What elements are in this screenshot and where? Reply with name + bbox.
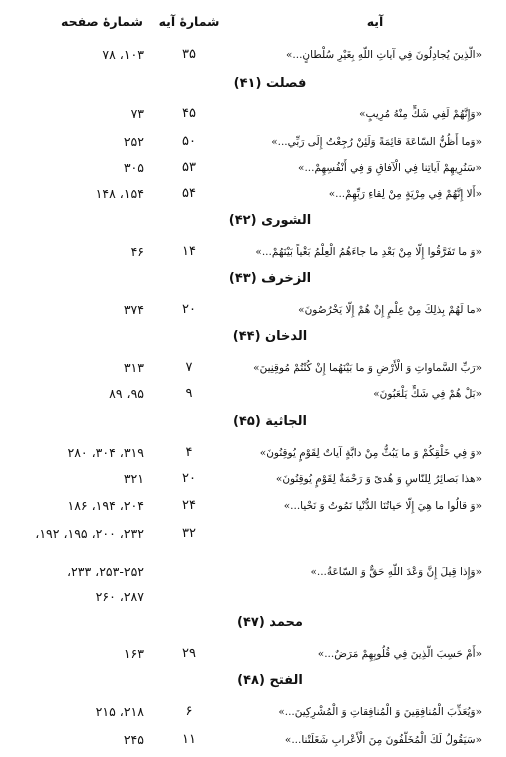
table-row [0, 495, 506, 517]
ayah-number: ۴۵ [182, 106, 196, 121]
ayah-number: ۷ [185, 360, 193, 375]
table-row [0, 561, 506, 583]
column-header-verse: آیه [366, 14, 384, 29]
verse-text: «سَیَقُولُ لَكَ الْمُخَلَّفُونَ مِنَ الْأَعْرابِ شَغَلَتْنا...» [284, 734, 482, 746]
table-row [0, 701, 506, 723]
verse-text: «أَمْ حَسِبَ الَّذِینَ فِي قُلُوبِهِمْ مَرَضٌ...» [317, 648, 482, 660]
ayah-number: ۲۰ [182, 302, 196, 317]
surah-title: محمد (۴۷) [237, 615, 303, 630]
surah-title: الدخان (۴۴) [232, 329, 308, 344]
surah-title: الفتح (۴۸) [237, 673, 303, 688]
verse-text: «سَنُرِیهِمْ آیاتِنا فِي الْآفاقِ وَ فِي أَنْفُسِهِمْ...» [298, 162, 482, 174]
verse-text: «هذا بَصائِرُ لِلنّاسِ وَ هُدىً وَ رَحْمَةٌ لِقَوْمٍ یُوقِنُونَ» [275, 473, 482, 485]
ayah-number: ۲۴ [182, 498, 196, 513]
page-numbers: ۳۱۹، ۳۰۴، ۲۸۰ [67, 445, 144, 460]
page-numbers: ۲۵۲ [123, 134, 144, 149]
table-row [0, 357, 506, 379]
table-row [0, 183, 506, 205]
table-row [0, 157, 506, 179]
ayah-number: ۶ [185, 704, 193, 719]
verse-text: «وَ قالُوا ما هِيَ إِلّا حَیاتُنَا الدُّنْیا نَمُوتُ وَ نَحْیا...» [283, 500, 482, 512]
page-numbers: ۹۵، ۸۹ [109, 386, 144, 401]
verse-text: «رَبِّ السَّماواتِ وَ الْأَرْضِ وَ ما بَیْنَهُما إِنْ كُنْتُمْ مُوقِنِینَ» [253, 362, 482, 374]
ayah-number: ۱۴ [182, 244, 196, 259]
column-header-page-number: شمارهٔ صفحه [61, 14, 143, 29]
verse-text: «وَإِنَّهُمْ لَفِي شَكٍّ مِنْهُ مُرِیبٍ» [359, 108, 482, 120]
page-numbers: ۲۳۲، ۲۰۰، ۱۹۵، ۱۹۲، [35, 526, 144, 541]
verse-text: «ما لَهُمْ بِذلِكَ مِنْ عِلْمٍ إِنْ هُمْ إِلّا یَخْرُصُونَ» [298, 304, 482, 316]
table-row [0, 44, 506, 66]
page-numbers: ۲۰۴، ۱۹۴، ۱۸۶ [67, 498, 144, 513]
ayah-number: ۲۰ [182, 471, 196, 486]
ayah-number: ۲۹ [182, 646, 196, 661]
table-row [0, 586, 506, 608]
table-row [0, 523, 506, 545]
page-numbers: ۲۴۵ [123, 732, 144, 747]
ayah-number: ۳۲ [182, 526, 196, 541]
verse-text: «وَ ما تَفَرَّقُوا إِلّا مِنْ بَعْدِ ما جاءَهُمُ الْعِلْمُ بَغْیاً بَیْنَهُمْ...» [255, 246, 482, 258]
page-numbers: ۳۱۳ [123, 360, 144, 375]
verse-text: «أَلا إِنَّهُمْ فِي مِرْیَةٍ مِنْ لِقاءِ رَبِّهِمْ...» [328, 188, 482, 200]
page-numbers: ۳۰۵ [123, 160, 144, 175]
table-row [0, 241, 506, 263]
ayah-number: ۹ [185, 386, 193, 401]
ayah-number: ۵۴ [182, 186, 196, 201]
table-row [0, 729, 506, 751]
page-numbers: ۳۷۴ [123, 302, 144, 317]
table-row [0, 299, 506, 321]
page-numbers: ۷۳ [130, 106, 144, 121]
table-row [0, 442, 506, 464]
ayah-number: ۱۱ [182, 732, 196, 747]
surah-title: الزخرف (۴۳) [228, 271, 312, 286]
ayah-number: ۵۳ [182, 160, 196, 175]
verse-text: «وَ فِي خَلْقِكُمْ وَ ما یَبُثُّ مِنْ دابَّةٍ آیاتٌ لِقَوْمٍ یُوقِنُونَ» [259, 447, 482, 459]
page-numbers: ۲۸۷، ۲۶۰ [95, 589, 144, 604]
surah-title: الشوری (۴۲) [228, 213, 312, 228]
verse-text: «بَلْ هُمْ فِي شَكٍّ یَلْعَبُونَ» [373, 388, 482, 400]
page-numbers: ۱۰۳، ۷۸ [102, 47, 144, 62]
table-row [0, 131, 506, 153]
page-numbers: ۱۶۳ [123, 646, 144, 661]
page-numbers: ۲۱۸، ۲۱۵ [95, 704, 144, 719]
surah-title: فصلت (۴۱) [233, 76, 307, 91]
ayah-number: ۵۰ [182, 134, 196, 149]
table-row [0, 643, 506, 665]
ayah-number: ۴ [185, 445, 193, 460]
verse-text: «وَما أَظُنُّ السّاعَةَ قائِمَةً وَلَئِنْ رُجِعْتُ إِلَى رَبِّي...» [271, 136, 482, 148]
table-row [0, 103, 506, 125]
table-row [0, 383, 506, 405]
verse-text: «وَإِذا قِیلَ إِنَّ وَعْدَ اللّهِ حَقٌّ وَ السّاعَةُ...» [310, 566, 482, 578]
page-numbers: ۳۲۱ [123, 471, 144, 486]
surah-title: الجاثیة (۴۵) [233, 414, 307, 429]
verse-text: «وَیُعَذِّبَ الْمُنافِقِینَ وَ الْمُنافِقاتِ وَ الْمُشْرِكِینَ...» [278, 706, 482, 718]
verse-text: «الَّذِینَ یُجادِلُونَ فِي آیاتِ اللّهِ بِغَیْرِ سُلْطانٍ...» [285, 49, 482, 61]
page-numbers: ۱۵۴، ۱۴۸ [95, 186, 144, 201]
page-numbers: ۴۶ [130, 244, 144, 259]
column-header-ayah-number: شمارهٔ آیه [158, 14, 220, 29]
ayah-number: ۳۵ [182, 47, 196, 62]
table-row [0, 468, 506, 490]
page-numbers: ۲۵۳-۲۵۲، ۲۳۳، [66, 564, 144, 579]
